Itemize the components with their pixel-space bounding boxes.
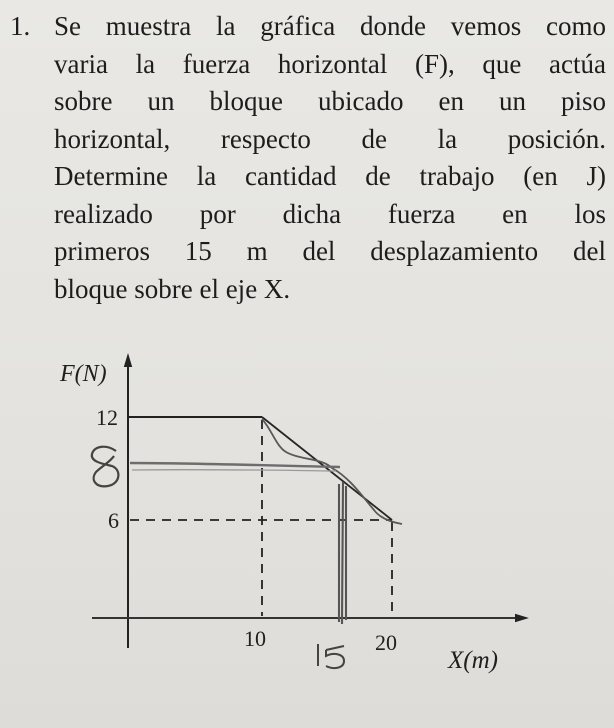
handwritten-line-x15 <box>339 482 346 624</box>
force-segment-decreasing <box>262 417 392 520</box>
handwritten-line-y8-shadow <box>132 470 336 471</box>
statement-line: horizontal, respecto de la posición. <box>54 123 606 154</box>
statement-line: Determine la cantidad de trabajo (en J) <box>54 161 606 191</box>
x-tick-label: 10 <box>244 626 266 651</box>
x-tick-label: 20 <box>375 630 397 655</box>
statement-line: varia la fuerza horizontal (F), que actúa <box>54 48 606 79</box>
statement-line: realizado por dicha fuerza en los <box>54 198 606 229</box>
statement-line: sobre un bloque ubicado en un piso <box>54 86 606 116</box>
y-tick-label: 12 <box>96 405 118 430</box>
y-tick-label: 6 <box>108 508 119 533</box>
statement-line: primeros 15 m del desplazamiento del <box>54 236 606 266</box>
handwritten-number-8 <box>92 447 119 487</box>
x-axis-label: X(m) <box>448 647 498 674</box>
statement-line: Se muestra la gráfica donde vemos como <box>54 11 606 41</box>
y-axis-label: F(N) <box>60 361 107 387</box>
statement-line: bloque sobre el eje X. <box>54 273 291 304</box>
handwritten-line-y8 <box>130 463 340 467</box>
problem-number: 1. <box>10 11 31 41</box>
handwritten-number-15 <box>318 644 344 668</box>
